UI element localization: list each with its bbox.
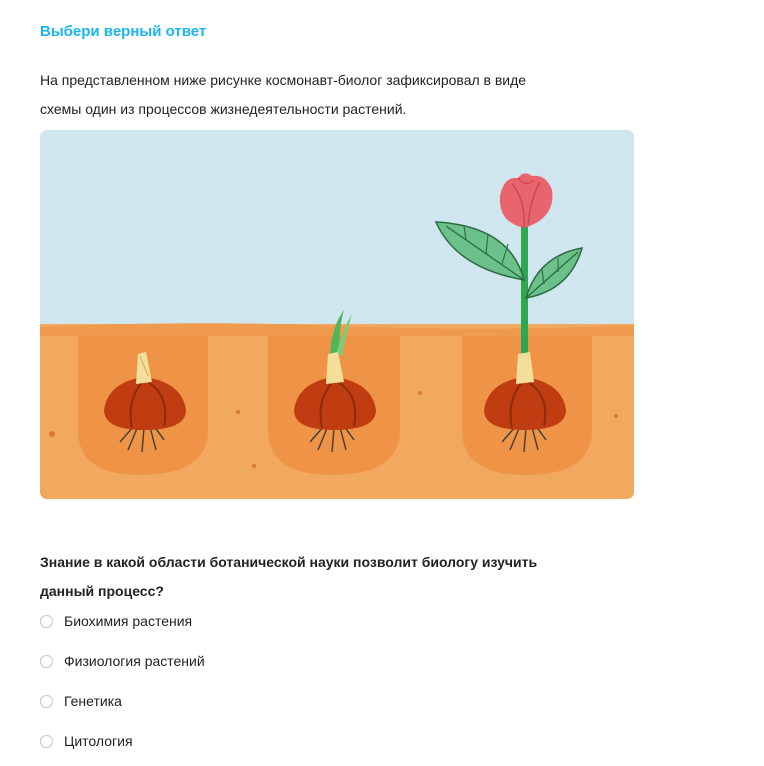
answer-option-genetics[interactable]: [40, 686, 540, 716]
question-text: [40, 548, 640, 606]
answer-options: [40, 606, 540, 766]
radio-button[interactable]: [40, 735, 53, 748]
answer-option-label: Биохимия растения: [64, 613, 193, 629]
sky: [40, 130, 634, 330]
question-line: Знание в какой области ботанической науки позволит биологу изучить: [40, 554, 538, 570]
radio-button[interactable]: [40, 615, 53, 628]
task-description: [40, 66, 640, 124]
answer-option-label: Физиология растений: [64, 653, 205, 669]
task-description-line: схемы один из процессов жизнедеятельности растений.: [40, 101, 407, 117]
answer-option-label: Генетика: [64, 693, 122, 709]
answer-option-label: Цитология: [64, 733, 133, 749]
radio-button[interactable]: [40, 655, 53, 668]
question-line: данный процесс?: [40, 583, 164, 599]
task-description-line: На представленном ниже рисунке космонавт-биолог зафиксировал в виде: [40, 72, 527, 88]
task-title: Выбери верный ответ: [40, 23, 207, 40]
radio-button[interactable]: [40, 695, 53, 708]
answer-option-cytology[interactable]: [40, 726, 540, 756]
answer-option-biochemistry[interactable]: [40, 606, 540, 636]
plant-growth-illustration: [40, 130, 634, 499]
answer-option-physiology[interactable]: [40, 646, 540, 676]
